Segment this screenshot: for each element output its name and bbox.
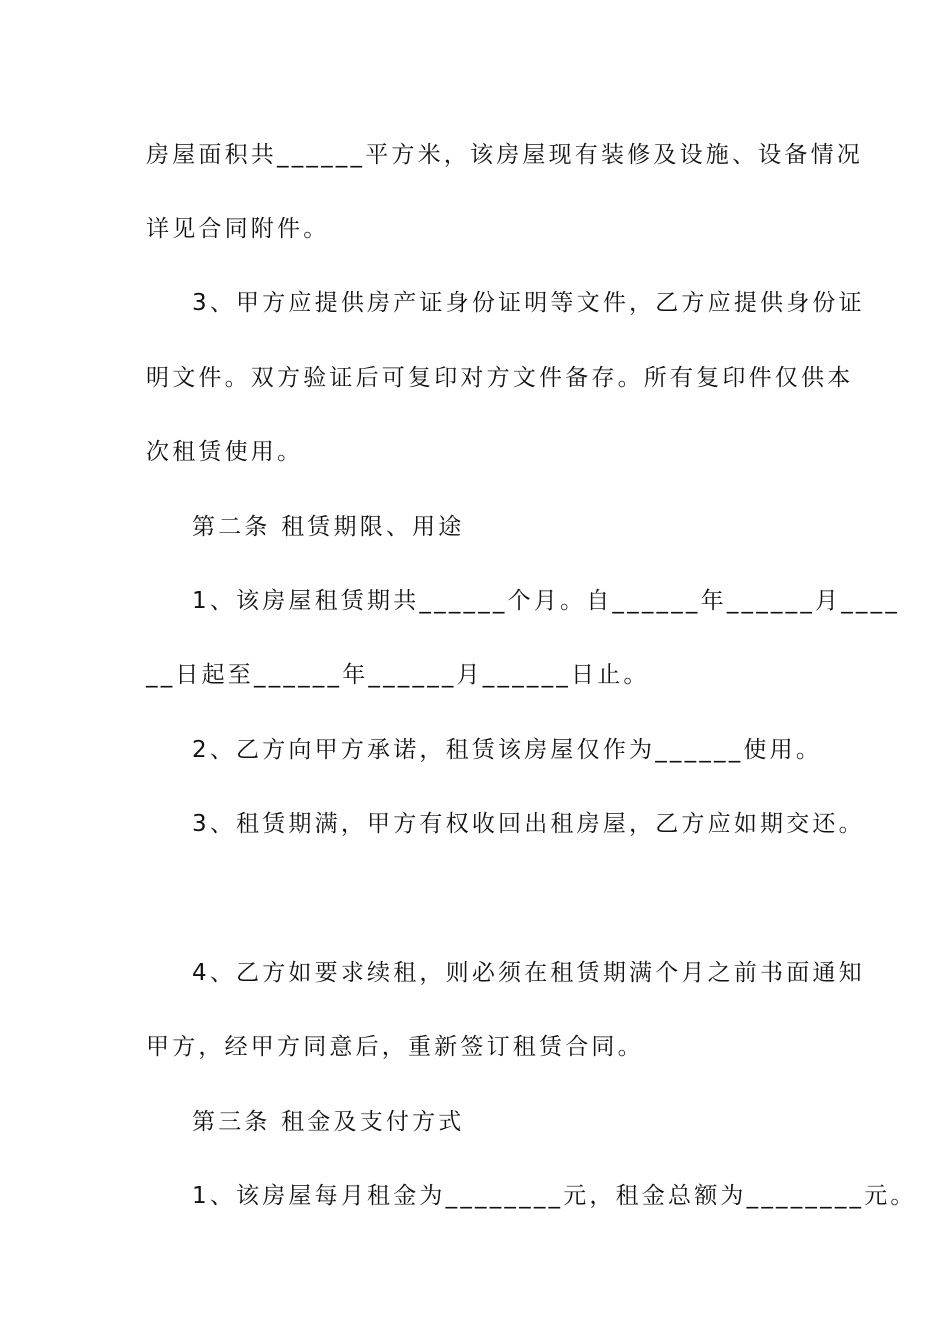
text-line-clause-2-2: 2、乙方向甲方承诺，租赁该房屋仅作为______使用。: [192, 737, 823, 763]
text-line-clause-2-3: 3、租赁期满，甲方有权收回出租房屋，乙方应如期交还。: [192, 811, 865, 837]
text-line-term-dates: __日起至______年______月______日止。: [146, 662, 650, 688]
text-line-annex: 详见合同附件。: [146, 216, 330, 242]
text-line-renewal: 甲方，经甲方同意后，重新签订租赁合同。: [146, 1034, 644, 1060]
text-line-use: 次租赁使用。: [146, 439, 304, 465]
section-heading-article-3: 第三条 租金及支付方式: [192, 1109, 465, 1135]
text-line-documents: 明文件。双方验证后可复印对方文件备存。所有复印件仅供本: [146, 365, 854, 391]
text-line-clause-2-1: 1、该房屋租赁期共______个月。自______年______月____: [192, 588, 901, 614]
text-line-clause-2-4: 4、乙方如要求续租，则必须在租赁期满个月之前书面通知: [192, 960, 865, 986]
section-heading-article-2: 第二条 租赁期限、用途: [192, 514, 465, 540]
text-line-clause-1-3: 3、甲方应提供房产证身份证明等文件，乙方应提供身份证: [192, 290, 865, 316]
text-line-area: 房屋面积共______平方米，该房屋现有装修及设施、设备情况: [146, 142, 863, 168]
text-line-clause-3-1: 1、该房屋每月租金为________元，租金总额为________元。: [192, 1183, 917, 1209]
